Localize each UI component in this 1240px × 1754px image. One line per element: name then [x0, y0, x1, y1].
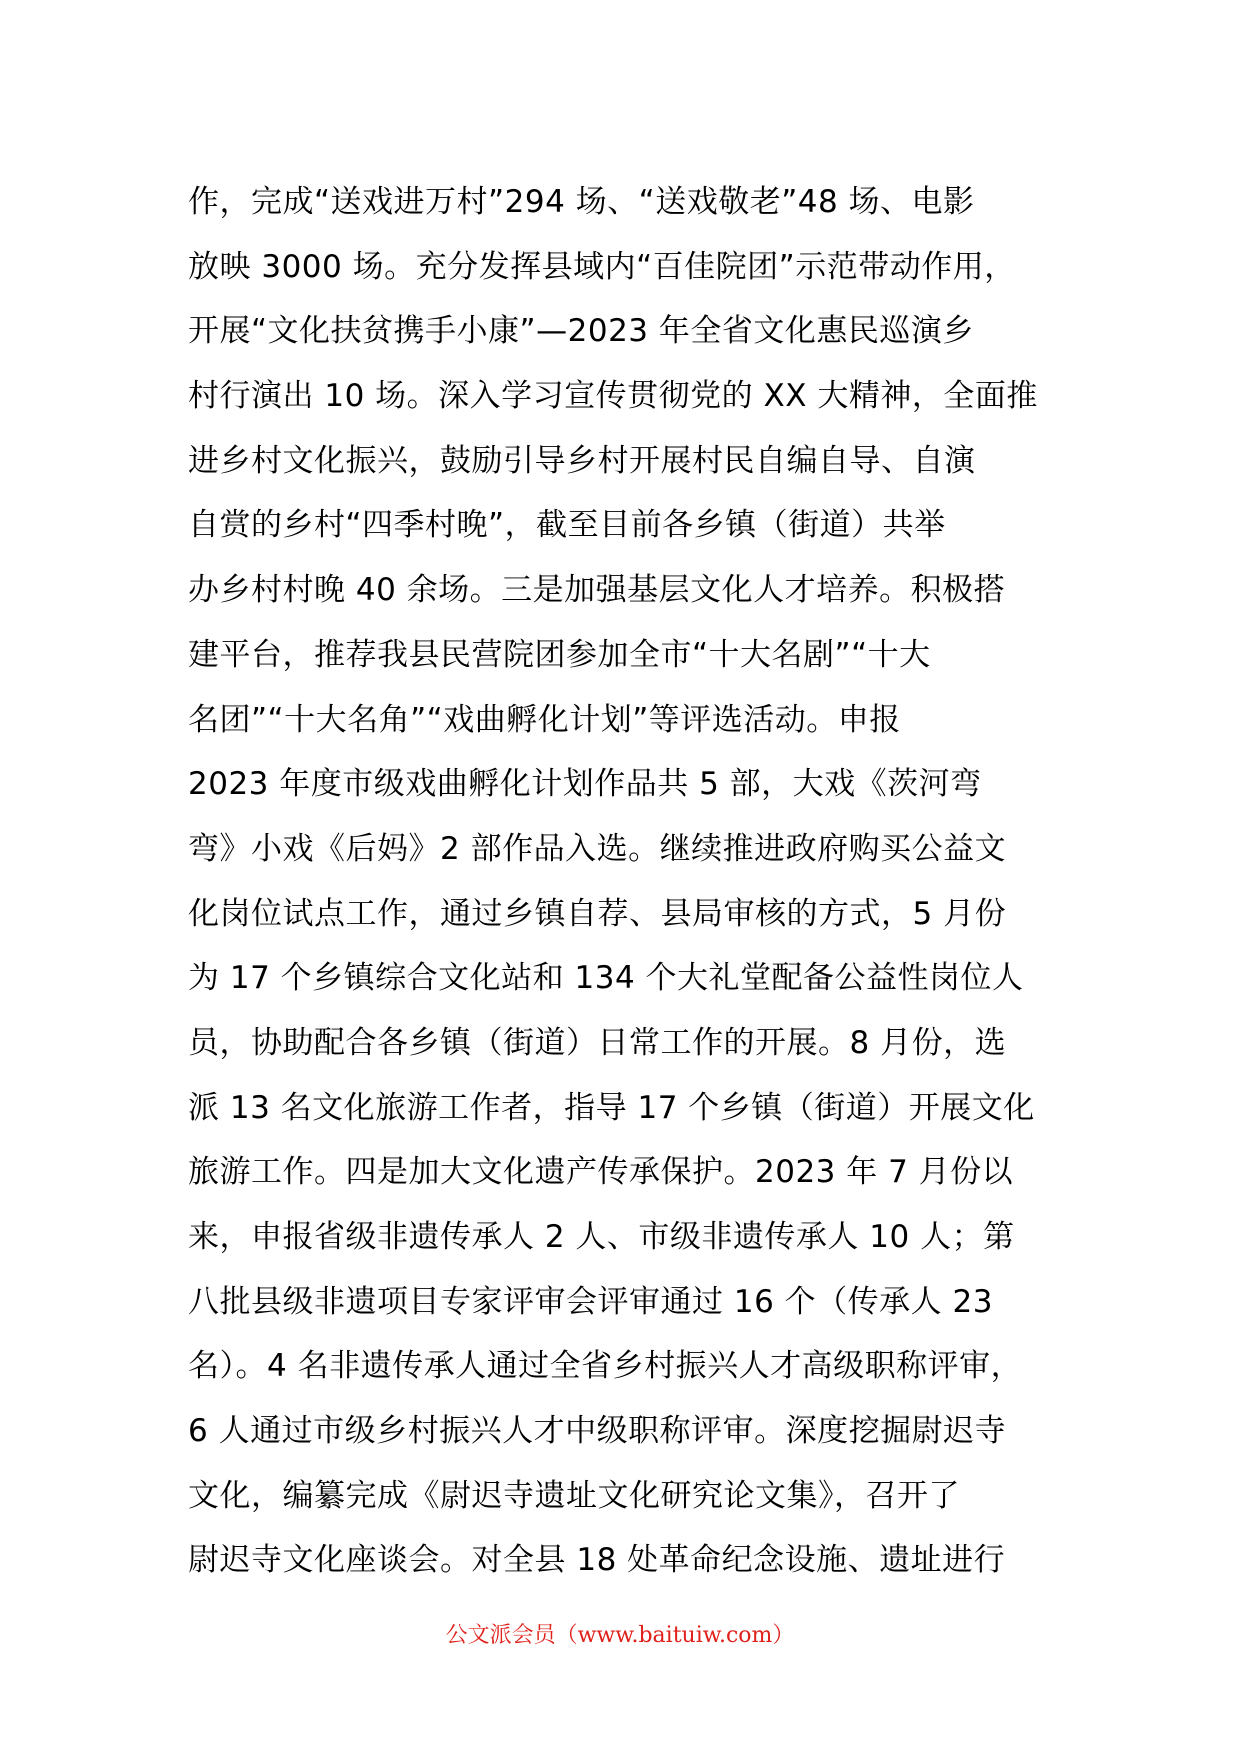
text-line: 放映 3000 场。充分发挥县域内“百佳院团”示范带动作用，: [188, 248, 1016, 285]
text-line: 办乡村村晚 40 余场。三是加强基层文化人才培养。积极搭: [188, 572, 1006, 609]
text-line: 建平台，推荐我县民营院团参加全市“十大名剧”“十大: [188, 636, 931, 673]
text-line: 旅游工作。四是加大文化遗产传承保护。2023 年 7 月份以: [188, 1154, 1014, 1191]
text-line: 自赏的乡村“四季村晚”，截至目前各乡镇（街道）共举: [188, 507, 946, 544]
text-line: 来，申报省级非遗传承人 2 人、市级非遗传承人 10 人；第: [188, 1219, 1015, 1255]
text-line: 进乡村文化振兴，鼓励引导乡村开展村民自编自导、自演: [188, 442, 976, 479]
text-line: 尉迟寺文化座谈会。对全县 18 处革命纪念设施、遗址进行: [188, 1542, 1006, 1579]
text-line: 化岗位试点工作，通过乡镇自荐、县局审核的方式，5 月份: [188, 895, 1007, 932]
text-line: 八批县级非遗项目专家评审会评审通过 16 个（传承人 23: [188, 1283, 993, 1320]
text-line: 村行演出 10 场。深入学习宣传贯彻党的 XX 大精神，全面推: [188, 378, 1038, 415]
text-line: 2023 年度市级戏曲孵化计划作品共 5 部，大戏《茨河弯: [188, 766, 982, 803]
body-text: [188, 170, 1058, 1593]
text-line: 派 13 名文化旅游工作者，指导 17 个乡镇（街道）开展文化: [188, 1089, 1035, 1126]
text-line: 名团”“十大名角”“戏曲孵化计划”等评选活动。申报: [188, 701, 901, 738]
text-line: 6 人通过市级乡村振兴人才中级职称评审。深度挖掘尉迟寺: [188, 1413, 1007, 1450]
text-line: 员，协助配合各乡镇（街道）日常工作的开展。8 月份，选: [188, 1024, 1007, 1061]
text-line: 开展“文化扶贫携手小康”—2023 年全省文化惠民巡演乡: [188, 313, 974, 350]
text-line: 文化，编纂完成《尉迟寺遗址文化研究论文集》，召开了: [188, 1477, 960, 1514]
text-line: 作，完成“送戏进万村”294 场、“送戏敬老”48 场、电影: [188, 184, 975, 220]
text-line: 弯》小戏《后妈》2 部作品入选。继续推进政府购买公益文: [188, 830, 1007, 867]
footer-watermark: 公文派会员（www.baituiw.com）: [445, 1623, 795, 1648]
text-line: 名）。4 名非遗传承人通过全省乡村振兴人才高级职称评审，: [188, 1348, 1023, 1385]
text-line: 为 17 个乡镇综合文化站和 134 个大礼堂配备公益性岗位人: [188, 960, 1024, 997]
